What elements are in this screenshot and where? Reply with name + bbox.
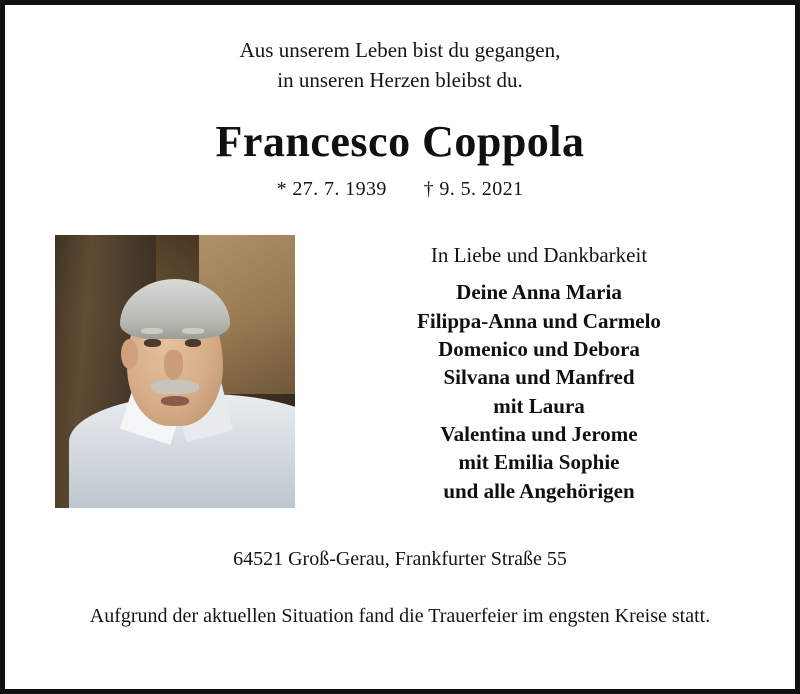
- photo-mustache: [151, 380, 199, 394]
- verse-block: [39, 35, 761, 96]
- verse-line-2: in unseren Herzen bleibst du.: [277, 68, 523, 93]
- dedication-text: In Liebe und Dankbarkeit: [430, 243, 648, 268]
- family-member-line: mit Laura: [493, 393, 585, 418]
- photo-eye-left: [144, 339, 161, 347]
- family-block: [295, 235, 761, 505]
- portrait-photo: [55, 235, 295, 508]
- family-member-line: mit Emilia Sophie: [458, 450, 620, 475]
- footer-note: Aufgrund der aktuellen Situation fand die Trauerfeier im engsten Kreise statt.: [89, 605, 711, 628]
- family-member-line: und alle Angehörigen: [443, 478, 635, 503]
- photo-ear: [121, 339, 138, 369]
- family-member-line: Domenico und Debora: [438, 336, 640, 361]
- photo-eyebrow-right: [182, 328, 204, 333]
- family-member-line: Filippa-Anna und Carmelo: [417, 308, 661, 333]
- verse-line-1: Aus unserem Leben bist du gegangen,: [239, 38, 561, 62]
- family-member-line: Valentina und Jerome: [440, 421, 638, 446]
- address-line: 64521 Groß-Gerau, Frankfurter Straße 55: [233, 548, 567, 571]
- deceased-name: Francesco Coppola: [215, 116, 585, 166]
- photo-eyebrow-left: [141, 328, 163, 333]
- photo-mouth: [161, 396, 190, 405]
- life-dates: [39, 178, 761, 201]
- family-member-line: Deine Anna Maria: [456, 280, 622, 305]
- death-date: † 9. 5. 2021: [423, 178, 524, 201]
- photo-eye-right: [185, 339, 202, 347]
- birth-date: * 27. 7. 1939: [276, 178, 387, 201]
- family-member-line: Silvana und Manfred: [443, 365, 635, 390]
- portrait-and-family: [39, 235, 761, 508]
- notice-inner: [5, 5, 795, 689]
